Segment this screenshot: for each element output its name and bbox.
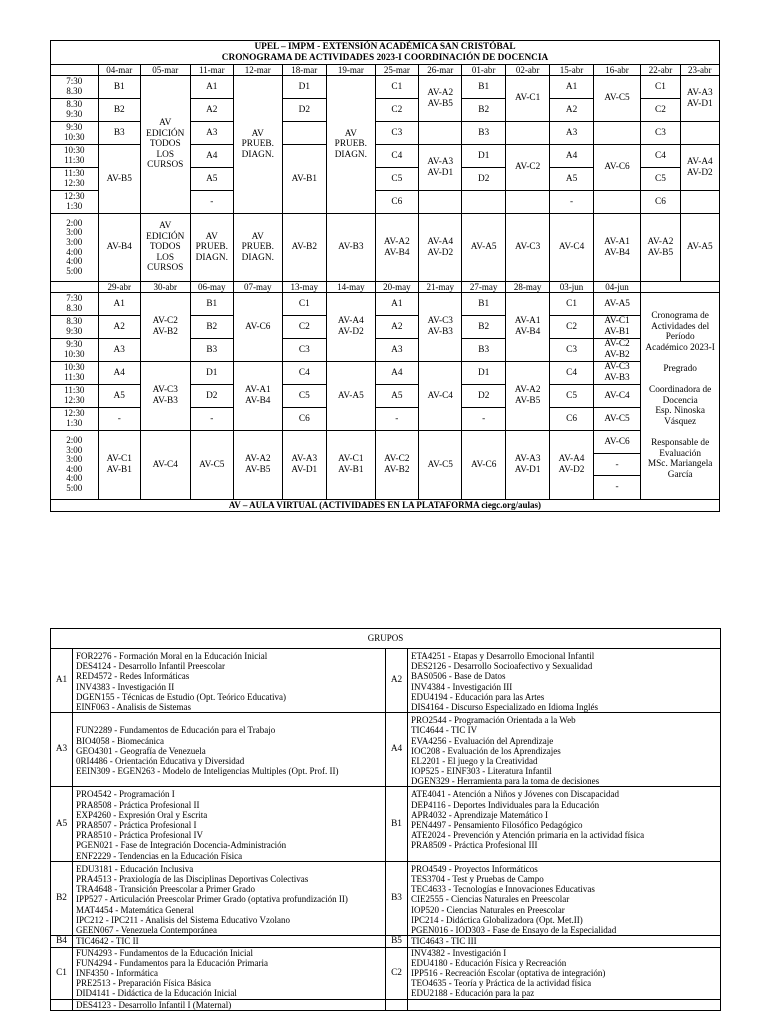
- course-item: DGEN329 - Herramienta para la toma de decisiones: [411, 776, 600, 787]
- session-cell: A1: [190, 76, 233, 99]
- session-cell: -: [615, 482, 619, 493]
- course-item: PRE2513 - Preparación Física Básica: [76, 978, 211, 989]
- groups-table: [50, 628, 721, 1011]
- course-item: TEO4635 - Teoría y Práctica de la actividad física: [411, 978, 592, 989]
- course-item: IPC214 - Didáctica Globalizadora (Opt. Met.II): [411, 914, 583, 925]
- date-header: 19-mar: [327, 65, 376, 76]
- session-cell: C2: [641, 99, 680, 122]
- empty-cell: [641, 282, 720, 293]
- date-header: 06-may: [190, 282, 233, 293]
- course-list: [408, 999, 721, 1010]
- course-item: EVA4256 - Evaluación del Aprendizaje: [411, 735, 554, 746]
- group-row: [51, 787, 721, 861]
- session-cell: C5: [282, 385, 326, 408]
- time-slot: 2:00 3:00 3:00 4:00 4:00 5:00: [51, 214, 99, 282]
- group-row: [51, 861, 721, 935]
- schedule-title: [51, 41, 720, 65]
- session-cell: C1: [375, 76, 418, 99]
- session-cell: AV-C2 AV-B2: [593, 339, 641, 362]
- session-cell: A2: [98, 316, 140, 339]
- course-list: [408, 787, 721, 861]
- course-item: EEIN309 - EGEN263 - Modelo de Inteligencias Multiples (Opt. Prof. II): [76, 766, 339, 777]
- session-cell: D2: [190, 385, 233, 408]
- course-item: TIC4643 - TIC III: [411, 936, 477, 947]
- empty-cell: [680, 122, 719, 145]
- session-cell: B3: [190, 339, 233, 362]
- session-cell: C5: [550, 385, 593, 408]
- session-cell: C3: [641, 122, 680, 145]
- session-cell: B1: [190, 293, 233, 316]
- date-header: 13-may: [282, 282, 326, 293]
- course-item: DID4141 - Didáctica de la Educación Inicial: [76, 988, 237, 999]
- session-cell: AV-B5: [98, 145, 140, 214]
- session-cell: B1: [462, 76, 505, 99]
- course-item: INF4350 - Informática: [76, 968, 158, 979]
- course-item: ATE4041 - Atención a Niños y Jóvenes con Discapacidad: [411, 789, 619, 800]
- session-cell: AV-B3: [327, 214, 376, 282]
- session-cell: AV PRUEB. DIAGN.: [233, 76, 282, 214]
- course-item: TES3704 - Test y Pruebas de Campo: [411, 873, 544, 884]
- session-cell: C1: [641, 76, 680, 99]
- session-cell: A2: [375, 316, 418, 339]
- session-cell: AV-B2: [282, 214, 326, 282]
- session-cell: C6: [641, 191, 680, 214]
- empty-cell: [462, 191, 505, 214]
- group-row: [51, 713, 721, 787]
- session-cell: A3: [190, 122, 233, 145]
- session-cell: A1: [375, 293, 418, 316]
- session-cell: B2: [462, 99, 505, 122]
- session-cell: C2: [375, 99, 418, 122]
- session-cell: AV-A4 AV-D2: [680, 145, 719, 191]
- course-item: 0RI4486 - Orientación Educativa y Diversidad: [76, 755, 245, 766]
- course-item: PRO4549 - Proyectos Informáticos: [411, 863, 538, 874]
- course-item: DIS4164 - Discurso Especializado en Idioma Inglés: [411, 701, 598, 712]
- course-item: FUN4293 - Fundamentos de la Educación Inicial: [76, 947, 253, 958]
- session-cell: C2: [282, 316, 326, 339]
- course-item: GEO4301 - Geografía de Venezuela: [76, 745, 206, 756]
- course-item: [411, 1000, 720, 1010]
- course-item: RED4572 - Redes Informáticas: [76, 671, 190, 682]
- course-item: DES2126 - Desarrollo Socioafectivo y Sexualidad: [411, 661, 593, 672]
- session-cell: A3: [550, 122, 593, 145]
- session-cell: AV-A3 AV-D1: [680, 76, 719, 122]
- group-code: A2: [386, 649, 408, 713]
- session-cell: A2: [550, 99, 593, 122]
- session-cell: D1: [282, 76, 326, 99]
- time-slot: 12:30 1:30: [51, 408, 99, 431]
- session-cell: AV-C4: [550, 214, 593, 282]
- session-cell: C4: [550, 362, 593, 385]
- course-item: TIC4642 - TIC II: [76, 936, 139, 947]
- group-code: B2: [51, 861, 73, 935]
- course-item: IOP525 - EINF303 - Literatura Infantil: [411, 766, 552, 777]
- course-item: FOR2276 - Formación Moral en la Educación Inicial: [76, 651, 268, 661]
- session-cell: D2: [462, 168, 505, 191]
- session-cell: A5: [550, 168, 593, 191]
- session-cell: AV-C5: [419, 431, 462, 500]
- session-cell: B1: [98, 76, 140, 99]
- course-item: FUN4294 - Fundamentos para la Educación Primaria: [76, 957, 268, 968]
- session-cell: AV-C6: [594, 431, 641, 454]
- session-cell: D1: [462, 362, 505, 385]
- course-item: EL2201 - El juego y la Creatividad: [411, 755, 538, 766]
- session-cell: AV-C3: [505, 214, 549, 282]
- course-list: [73, 713, 386, 787]
- date-header: 30-abr: [140, 282, 190, 293]
- course-item: TIC4644 - TIC IV: [411, 725, 478, 736]
- date-header: 15-abr: [550, 65, 593, 76]
- course-item: DES4123 - Desarrollo Infantil I (Maternal): [76, 999, 232, 1010]
- group-row: [51, 649, 721, 713]
- session-cell: AV EDICIÓN TODOS LOS CURSOS: [140, 76, 190, 214]
- date-header: 16-abr: [593, 65, 641, 76]
- session-cell: D1: [190, 362, 233, 385]
- group-code: [386, 999, 408, 1010]
- course-item: APR4032 - Aprendizaje Matemático I: [411, 809, 548, 820]
- course-item: MAT4454 - Matemática General: [76, 904, 194, 915]
- group-code: B3: [386, 861, 408, 935]
- empty-cell: [593, 122, 641, 145]
- course-item: PRO2544 - Programación Orientada a la Web: [411, 715, 576, 726]
- course-item: TRA4648 - Transición Preescolar a Primer Grado: [76, 884, 255, 895]
- session-cell: D1: [462, 145, 505, 168]
- course-item: ATE2024 - Prevención y Atención primaria en la actividad física: [411, 830, 645, 841]
- course-item: GEEN067 - Venezuela Contemporánea: [76, 924, 218, 935]
- corner-cell: [51, 65, 99, 76]
- course-item: IPC212 - IPC211 - Analisis del Sistema Educativo Vzolano: [76, 914, 290, 925]
- session-cell: A4: [375, 362, 418, 385]
- session-cell: AV-C2 AV-B2: [140, 293, 190, 362]
- session-cell: B3: [462, 339, 505, 362]
- date-header: 20-may: [375, 282, 418, 293]
- session-cell: A5: [190, 168, 233, 191]
- group-code: A1: [51, 649, 73, 713]
- session-cell: AV-C3 AV-B3: [593, 362, 641, 385]
- session-cell: C4: [282, 362, 326, 385]
- session-cell: B1: [462, 293, 505, 316]
- session-cell: B3: [462, 122, 505, 145]
- session-cell: A4: [550, 145, 593, 168]
- course-item: PRA8509 - Práctica Profesional III: [411, 840, 538, 851]
- course-list: [73, 649, 386, 713]
- session-cell: AV-C2 AV-B2: [375, 431, 418, 500]
- session-cell: AV-A2 AV-B5: [419, 76, 462, 122]
- group-row: [51, 999, 721, 1010]
- date-header: 04-mar: [98, 65, 140, 76]
- group-code: [51, 999, 73, 1010]
- empty-cell: [680, 191, 719, 214]
- session-cell: AV-A1 AV-B4: [505, 293, 549, 362]
- course-item: INV4382 - Investigación I: [411, 947, 507, 958]
- group-code: C2: [386, 947, 408, 999]
- date-header: 03-jun: [550, 282, 593, 293]
- course-item: DEP4116 - Deportes Individuales para la Educación: [411, 799, 600, 810]
- session-cell: C1: [550, 293, 593, 316]
- session-cell: A4: [98, 362, 140, 385]
- time-slot: 11:30 12:30: [51, 385, 99, 408]
- session-cell: AV-C4: [140, 431, 190, 500]
- session-cell: AV-B4: [98, 214, 140, 282]
- session-cell: AV-A4 AV-D2: [327, 293, 376, 362]
- time-slot: 11:30 12:30: [51, 168, 99, 191]
- session-cell: AV-A3 AV-D1: [505, 431, 549, 500]
- empty-cell: [505, 122, 549, 145]
- session-cell: C3: [282, 339, 326, 362]
- empty-cell: [505, 191, 549, 214]
- course-list: [73, 947, 386, 999]
- session-cell: AV-A1 AV-B4: [233, 362, 282, 431]
- session-cell: AV-C3 AV-B3: [140, 362, 190, 431]
- schedule-table: [50, 40, 720, 512]
- date-header: 12-mar: [233, 65, 282, 76]
- session-cell: A3: [98, 339, 140, 362]
- course-item: IPP527 - Articulación Preescolar Primer Grado (optativa profundización II): [76, 894, 348, 905]
- empty-cell: [593, 191, 641, 214]
- session-cell: B2: [190, 316, 233, 339]
- session-cell: AV-C1 AV-B1: [98, 431, 140, 500]
- session-cell: AV PRUEB. DIAGN.: [233, 214, 282, 282]
- session-cell: AV-C4: [419, 362, 462, 431]
- session-cell: AV-C6: [462, 431, 505, 500]
- session-cell: C4: [375, 145, 418, 168]
- course-item: INV4384 - Investigación III: [411, 681, 513, 692]
- empty-cell: [419, 122, 462, 145]
- session-cell: AV-A5: [680, 214, 719, 282]
- course-list: [408, 947, 721, 999]
- date-header: 28-may: [505, 282, 549, 293]
- course-item: INV4383 - Investigación II: [76, 681, 175, 692]
- date-header: 25-mar: [375, 65, 418, 76]
- course-list: [73, 787, 386, 861]
- date-header: 21-may: [419, 282, 462, 293]
- time-slot: 8.30 9:30: [51, 99, 99, 122]
- course-list: [73, 936, 386, 948]
- course-item: PGEN021 - Fase de Integración Docencia-Administración: [76, 840, 287, 851]
- session-cell: AV-C2: [505, 145, 549, 191]
- session-cell: -: [594, 454, 641, 477]
- session-cell: D2: [282, 99, 326, 122]
- time-slot: 7:30 8.30: [51, 76, 99, 99]
- course-list: [408, 861, 721, 935]
- session-cell: AV-C5: [190, 431, 233, 500]
- course-item: EDU2188 - Educación para la paz: [411, 988, 535, 999]
- session-cell: C6: [550, 408, 593, 431]
- date-header: 14-may: [327, 282, 376, 293]
- session-cell: AV-C6: [233, 293, 282, 362]
- date-header: 07-may: [233, 282, 282, 293]
- schedule-subtitle: CRONOGRAMA DE ACTIVIDADES 2023-I COORDINACIÓN DE DOCENCIA: [221, 52, 549, 63]
- group-code: C1: [51, 947, 73, 999]
- session-cell: C5: [641, 168, 680, 191]
- session-cell: AV-C3 AV-B3: [419, 293, 462, 362]
- session-cell: AV-B1: [282, 145, 326, 214]
- session-cell: -: [462, 408, 505, 431]
- session-cell: A2: [190, 99, 233, 122]
- time-slot: 12:30 1:30: [51, 191, 99, 214]
- course-item: IOC208 - Evaluación de los Aprendizajes: [411, 745, 561, 756]
- session-cell: C6: [375, 191, 418, 214]
- date-header: 26-mar: [419, 65, 462, 76]
- session-cell: AV-C6: [593, 145, 641, 191]
- time-slot: 2:00 3:00 3:00 4:00 4:00 5:00: [51, 431, 99, 500]
- corner-cell: [51, 282, 99, 293]
- group-code: A4: [386, 713, 408, 787]
- group-code: B5: [386, 936, 408, 948]
- session-cell: C3: [375, 122, 418, 145]
- session-cell: AV-A2 AV-B4: [375, 214, 418, 282]
- session-cell: C5: [375, 168, 418, 191]
- course-item: ENF2229 - Tendencias en la Educación Física: [76, 850, 243, 861]
- session-cell: AV-A3 AV-D1: [419, 145, 462, 191]
- institution-title: UPEL – IMPM - EXTENSIÓN ACADÉMICA SAN CRISTÓBAL: [254, 42, 516, 52]
- session-cell: -: [550, 191, 593, 214]
- session-cell: B2: [98, 99, 140, 122]
- session-cell: -: [190, 408, 233, 431]
- block2-date-row: [51, 282, 720, 293]
- group-code: A3: [51, 713, 73, 787]
- session-cell: AV-A5: [593, 293, 641, 316]
- session-cell: C3: [550, 339, 593, 362]
- course-item: PRA8510 - Práctica Profesional IV: [76, 830, 203, 841]
- group-row: [51, 936, 721, 948]
- session-cell: AV-A3 AV-D1: [282, 431, 326, 500]
- session-cell: AV-A1 AV-B4: [593, 214, 641, 282]
- date-header: 27-may: [462, 282, 505, 293]
- date-header: 01-abr: [462, 65, 505, 76]
- session-cell: B2: [462, 316, 505, 339]
- course-item: IPP516 - Recreación Escolar (optativa de integración): [411, 968, 606, 979]
- course-item: IOP520 - Ciencias Naturales en Preescolar: [411, 904, 565, 915]
- date-header: 22-abr: [641, 65, 680, 76]
- session-cell: AV-A5: [462, 214, 505, 282]
- session-cell: C4: [641, 145, 680, 168]
- session-cell: AV-C4: [593, 385, 641, 408]
- session-cell: AV-C1 AV-B1: [327, 431, 376, 500]
- course-item: EDU3181 - Educación Inclusiva: [76, 863, 194, 874]
- course-item: TEC4633 - Tecnologías e Innovaciones Educativas: [411, 884, 595, 895]
- course-item: EDU4194 - Educación para las Artes: [411, 691, 545, 702]
- session-cell: D2: [462, 385, 505, 408]
- session-cell: AV-C5: [593, 408, 641, 431]
- course-item: DGEN155 - Técnicas de Estudio (Opt. Teórico Educativa): [76, 691, 286, 702]
- course-item: BAS0506 - Base de Datos: [411, 671, 506, 682]
- time-slot: 9:30 10:30: [51, 339, 99, 362]
- session-cell: AV EDICIÓN TODOS LOS CURSOS: [140, 214, 190, 282]
- groups-title: GRUPOS: [51, 629, 721, 649]
- session-cell: AV-A2 AV-B5: [505, 362, 549, 431]
- time-slot: 10:30 11:30: [51, 362, 99, 385]
- course-item: FUN2289 - Fundamentos de Educación para el Trabajo: [76, 725, 276, 736]
- date-header: 29-abr: [98, 282, 140, 293]
- date-header: 05-mar: [140, 65, 190, 76]
- course-item: PRA4513 - Praxiología de las Disciplinas Deportivas Colectivas: [76, 873, 309, 884]
- session-cell: AV PRUEB. DIAGN.: [190, 214, 233, 282]
- date-header: 23-abr: [680, 65, 719, 76]
- session-cell: C6: [282, 408, 326, 431]
- empty-cell: [282, 122, 326, 145]
- course-list: [408, 649, 721, 713]
- session-cell: A5: [98, 385, 140, 408]
- course-item: EDU4180 - Educación Física y Recreación: [411, 957, 567, 968]
- session-cell: A5: [375, 385, 418, 408]
- course-list: [73, 861, 386, 935]
- course-item: PGEN016 - IOD303 - Fase de Ensayo de la Especialidad: [411, 924, 617, 935]
- session-cell: C1: [282, 293, 326, 316]
- date-header: 02-abr: [505, 65, 549, 76]
- group-code: B4: [51, 936, 73, 948]
- group-row: [51, 947, 721, 999]
- date-header: 18-mar: [282, 65, 326, 76]
- course-item: PRO4542 - Programación I: [76, 789, 175, 800]
- schedule-footer: AV – AULA VIRTUAL (ACTIVIDADES EN LA PLATAFORMA ciegc.org/aulas): [51, 499, 720, 511]
- date-header: 11-mar: [190, 65, 233, 76]
- session-cell: AV-A2 AV-B5: [233, 431, 282, 500]
- session-cell: AV-A5: [327, 362, 376, 431]
- course-item: ETA4251 - Etapas y Desarrollo Emocional Infantil: [411, 651, 595, 661]
- side-note: Cronograma de Actividades del Período Académico 2023-I Pregrado Coordinadora de Docencia Esp. Ninoska Vásquez Responsable de Evaluación MSc. Mariangela García: [641, 293, 720, 500]
- session-cell: A1: [98, 293, 140, 316]
- time-slot: 10:30 11:30: [51, 145, 99, 168]
- session-cell: C2: [550, 316, 593, 339]
- session-cell: A4: [190, 145, 233, 168]
- empty-cell: [419, 191, 462, 214]
- session-cell: AV-C5: [593, 76, 641, 122]
- date-header: 04-jun: [593, 282, 641, 293]
- course-list: [73, 999, 386, 1010]
- session-cell: -: [375, 408, 418, 431]
- group-code: A5: [51, 787, 73, 861]
- course-item: CIE2555 - Ciencias Naturales en Preescolar: [411, 894, 570, 905]
- course-item: DES4124 - Desarrollo Infantil Preescolar: [76, 661, 225, 672]
- session-cell: AV-A4 AV-D2: [419, 214, 462, 282]
- session-cell: [593, 431, 641, 500]
- course-item: EXP4260 - Expresión Oral y Escrita: [76, 809, 208, 820]
- course-item: BIO4058 - Biomecánica: [76, 735, 164, 746]
- session-cell: B3: [98, 122, 140, 145]
- group-code: B1: [386, 787, 408, 861]
- time-slot: 9:30 10:30: [51, 122, 99, 145]
- session-cell: -: [98, 408, 140, 431]
- session-cell: AV-C1 AV-B1: [593, 316, 641, 339]
- course-item: PRA8508 - Práctica Profesional II: [76, 799, 200, 810]
- session-cell: -: [190, 191, 233, 214]
- session-cell: A1: [550, 76, 593, 99]
- course-item: PEN4497 - Pensamiento Filosófico Pedagógico: [411, 820, 583, 830]
- session-cell: AV PRUEB. DIAGN.: [327, 76, 376, 214]
- time-slot: 7:30 8.30: [51, 293, 99, 316]
- block1-date-row: [51, 65, 720, 76]
- session-cell: A3: [375, 339, 418, 362]
- course-item: EINF063 - Analisis de Sistemas: [76, 701, 191, 712]
- session-cell: AV-C1: [505, 76, 549, 122]
- time-slot: 8.30 9:30: [51, 316, 99, 339]
- course-list: [408, 713, 721, 787]
- course-item: PRA8507 - Práctica Profesional I: [76, 820, 197, 830]
- session-cell: AV-A2 AV-B5: [641, 214, 680, 282]
- session-cell: AV-A4 AV-D2: [550, 431, 593, 500]
- course-list: [408, 936, 721, 948]
